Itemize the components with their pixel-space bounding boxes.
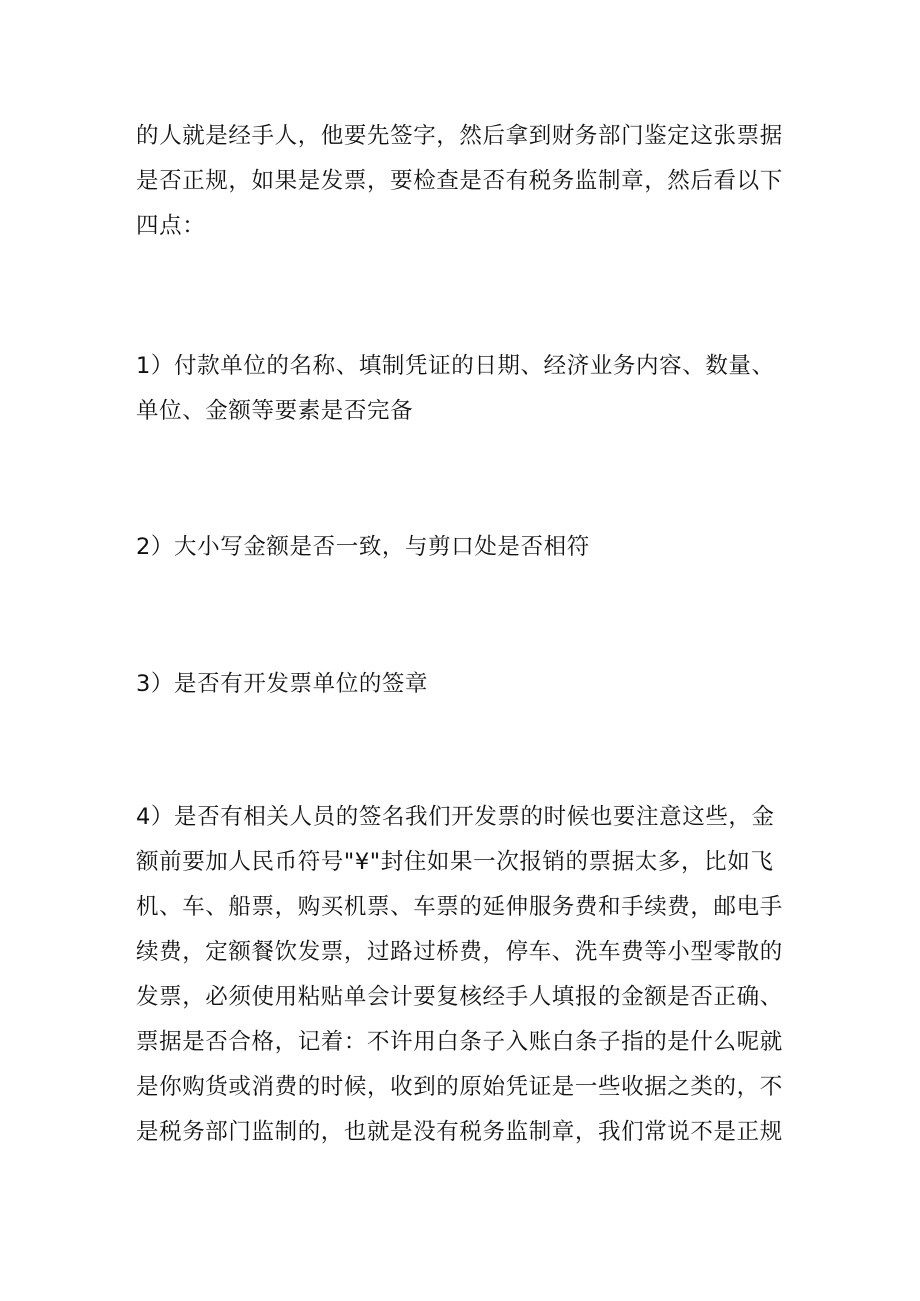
paragraph-item-2: 2）大小写金额是否一致，与剪口处是否相符 xyxy=(136,534,590,560)
paragraph-item-1: 1）付款单位的名称、填制凭证的日期、经济业务内容、数量、 单位、金额等要素是否完备 xyxy=(136,353,775,424)
paragraph-intro: 的人就是经手人，他要先签字，然后拿到财务部门鉴定这张票据 是否正规，如果是发票，要检查是否有税务监制章，然后看以下 四点： xyxy=(136,123,783,239)
paragraph-item-3: 3）是否有开发票单位的签章 xyxy=(136,671,429,697)
paragraph-item-4: 4）是否有相关人员的签名我们开发票的时候也要注意这些，金 额前要加人民币符号"¥"封住如果一次报销的票据太多，比如飞 机、车、船票，购买机票、车票的延伸服务费和手续费，邮电手 续费，定额餐饮发票，过路过桥费，停车、洗车费等小型零散的 发票，必须使用粘贴单会计要复核经手人填报的金额是否正确、 票据是否合格，记着：不许用白条子入账白条子指的是什么呢就 是你购货或消费的时候，收到的原始凭证是一些收据之类的，不 是税务部门监制的，也就是没有税务监制章，我们常说不是正规 xyxy=(136,804,783,1145)
